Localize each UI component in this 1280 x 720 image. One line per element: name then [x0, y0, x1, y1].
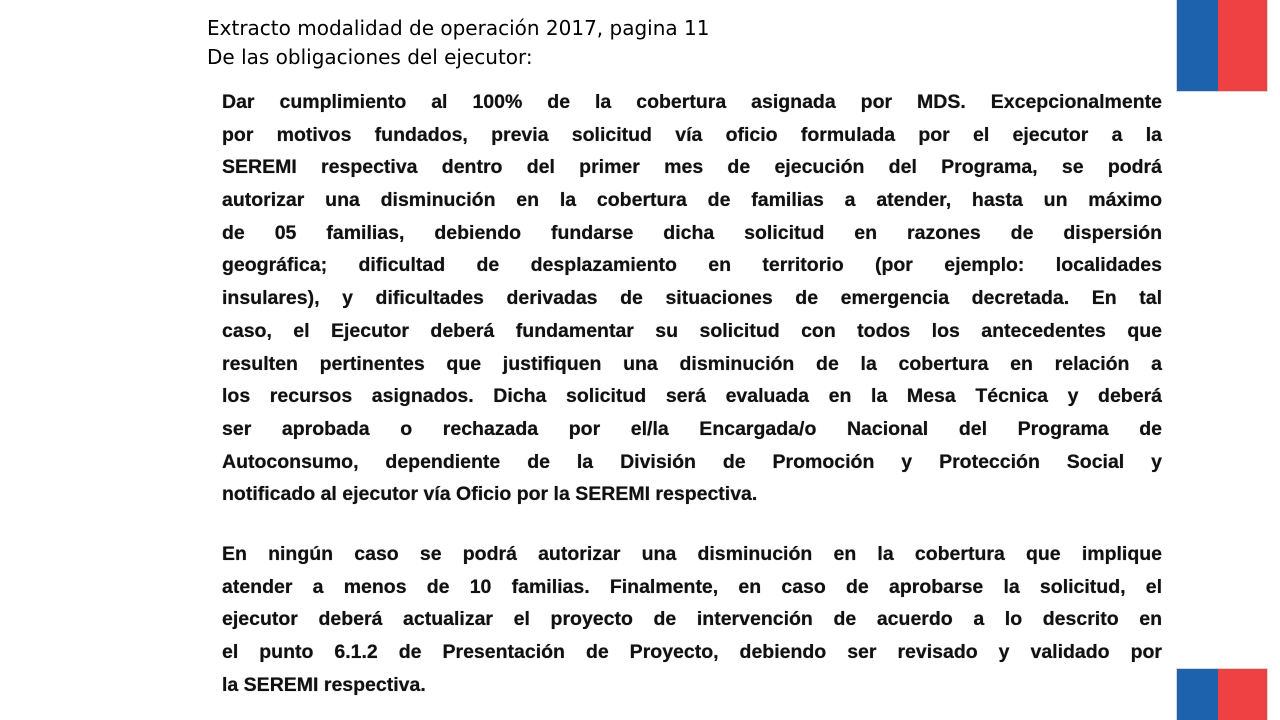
header-title: Extracto modalidad de operación 2017, pagina 11 — [207, 16, 710, 40]
text-line: la SEREMI respectiva. — [222, 673, 426, 696]
text-line: el punto 6.1.2 de Presentación de Proyecto, debiendo ser revisado y validado por — [222, 641, 1162, 663]
paragraph-minimum-families — [222, 538, 1162, 701]
flag-stripe-top — [1176, 0, 1268, 92]
text-line: Autoconsumo, dependiente de la División de Promoción y Protección Social y — [222, 450, 1162, 473]
text-line: En ningún caso se podrá autorizar una disminución en la cobertura que implique — [222, 542, 1162, 565]
paragraph-obligation-coverage — [222, 86, 1162, 511]
scanned-document-excerpt — [222, 86, 1162, 701]
text-line: Dar cumplimiento al 100% de la cobertura asignada por MDS. Excepcionalmente — [222, 91, 1162, 113]
text-line: autorizar una disminución en la cobertura de familias a atender, hasta un máximo — [222, 189, 1162, 212]
text-line: ejecutor deberá actualizar el proyecto de intervención de acuerdo a lo descrito en — [222, 608, 1162, 631]
flag-blue-band — [1177, 0, 1218, 91]
text-line: resulten pertinentes que justifiquen una disminución de la cobertura en relación a — [222, 352, 1162, 375]
flag-red-band — [1218, 0, 1267, 91]
text-line: SEREMI respectiva dentro del primer mes de ejecución del Programa, se podrá — [222, 156, 1162, 179]
text-line: insulares), y dificultades derivadas de situaciones de emergencia decretada. En tal — [222, 287, 1162, 310]
text-line: ser aprobada o rechazada por el/la Encargada/o Nacional del Programa de — [222, 417, 1162, 440]
header-subtitle: De las obligaciones del ejecutor: — [207, 45, 533, 69]
text-line: atender a menos de 10 familias. Finalmente, en caso de aprobarse la solicitud, el — [222, 575, 1162, 598]
text-line: notificado al ejecutor vía Oficio por la SEREMI respectiva. — [222, 483, 758, 506]
text-line: caso, el Ejecutor deberá fundamentar su solicitud con todos los antecedentes que — [222, 319, 1162, 342]
text-line: por motivos fundados, previa solicitud vía oficio formulada por el ejecutor a la — [222, 123, 1162, 146]
flag-red-band — [1218, 669, 1267, 720]
flag-blue-band — [1177, 669, 1218, 720]
text-line: geográfica; dificultad de desplazamiento en territorio (por ejemplo: localidades — [222, 254, 1162, 277]
text-line: los recursos asignados. Dicha solicitud será evaluada en la Mesa Técnica y deberá — [222, 385, 1162, 408]
flag-stripe-bottom — [1176, 668, 1268, 720]
slide-header — [207, 14, 709, 72]
text-line: de 05 familias, debiendo fundarse dicha solicitud en razones de dispersión — [222, 221, 1162, 244]
